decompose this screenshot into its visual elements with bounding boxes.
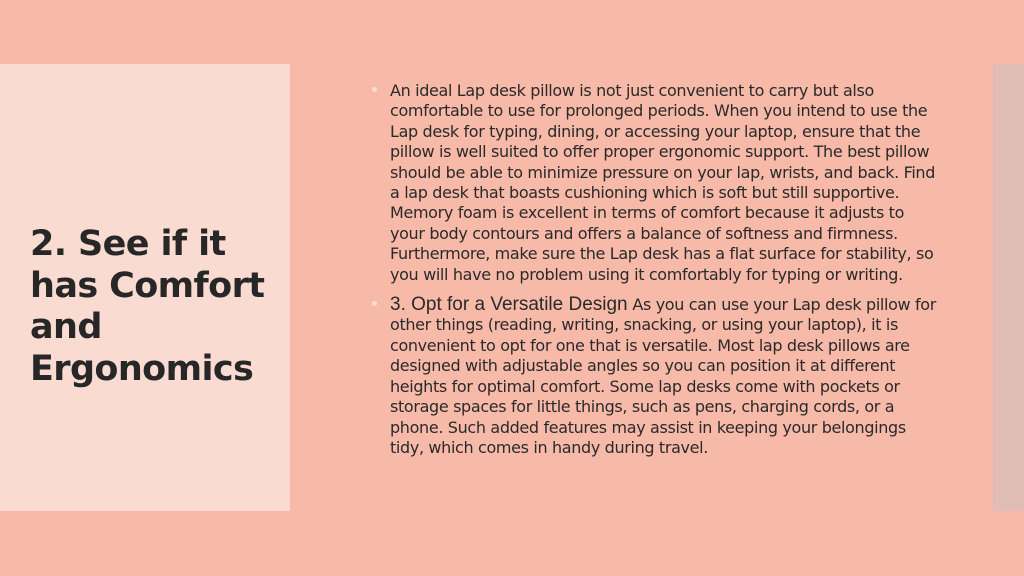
right-accent-strip xyxy=(993,64,1024,511)
bullet-item xyxy=(370,295,940,458)
title-panel xyxy=(0,64,290,511)
bullet-text: As you can use your Lap desk pillow for other things (reading, writing, snacking, or using your laptop), it is convenient to opt for one that is versatile. Most lap desk pillows are designed with adjustable angles so you can position it at different heights for optimal comfort. Some lap desks come with pockets or storage spaces for little things, such as pens, charging cords, or a phone. Such added features may assist in keeping your belongings tidy, which comes in handy during travel. xyxy=(390,295,936,457)
bullet-subheading: 3. Opt for a Versatile Design xyxy=(390,294,628,316)
slide-body xyxy=(370,81,940,458)
slide-title: 2. See if it has Comfort and Ergonomics xyxy=(30,224,265,389)
bullet-item xyxy=(370,81,940,285)
bullet-dot-icon xyxy=(372,301,377,306)
bullet-text: An ideal Lap desk pillow is not just convenient to carry but also comfortable to use for prolonged periods. When you intend to use the Lap desk for typing, dining, or accessing your laptop, ensure that the pillow is well suited to offer proper ergonomic support. The best pillow should be able to minimize pressure on your lap, wrists, and back. Find a lap desk that boasts cushioning which is soft but still supportive. Memory foam is excellent in terms of comfort because it adjusts to your body contours and offers a balance of softness and firmness. Furthermore, make sure the Lap desk has a flat surface for stability, so you will have no problem using it comfortably for typing or writing. xyxy=(390,81,936,284)
bullet-dot-icon xyxy=(372,87,377,92)
